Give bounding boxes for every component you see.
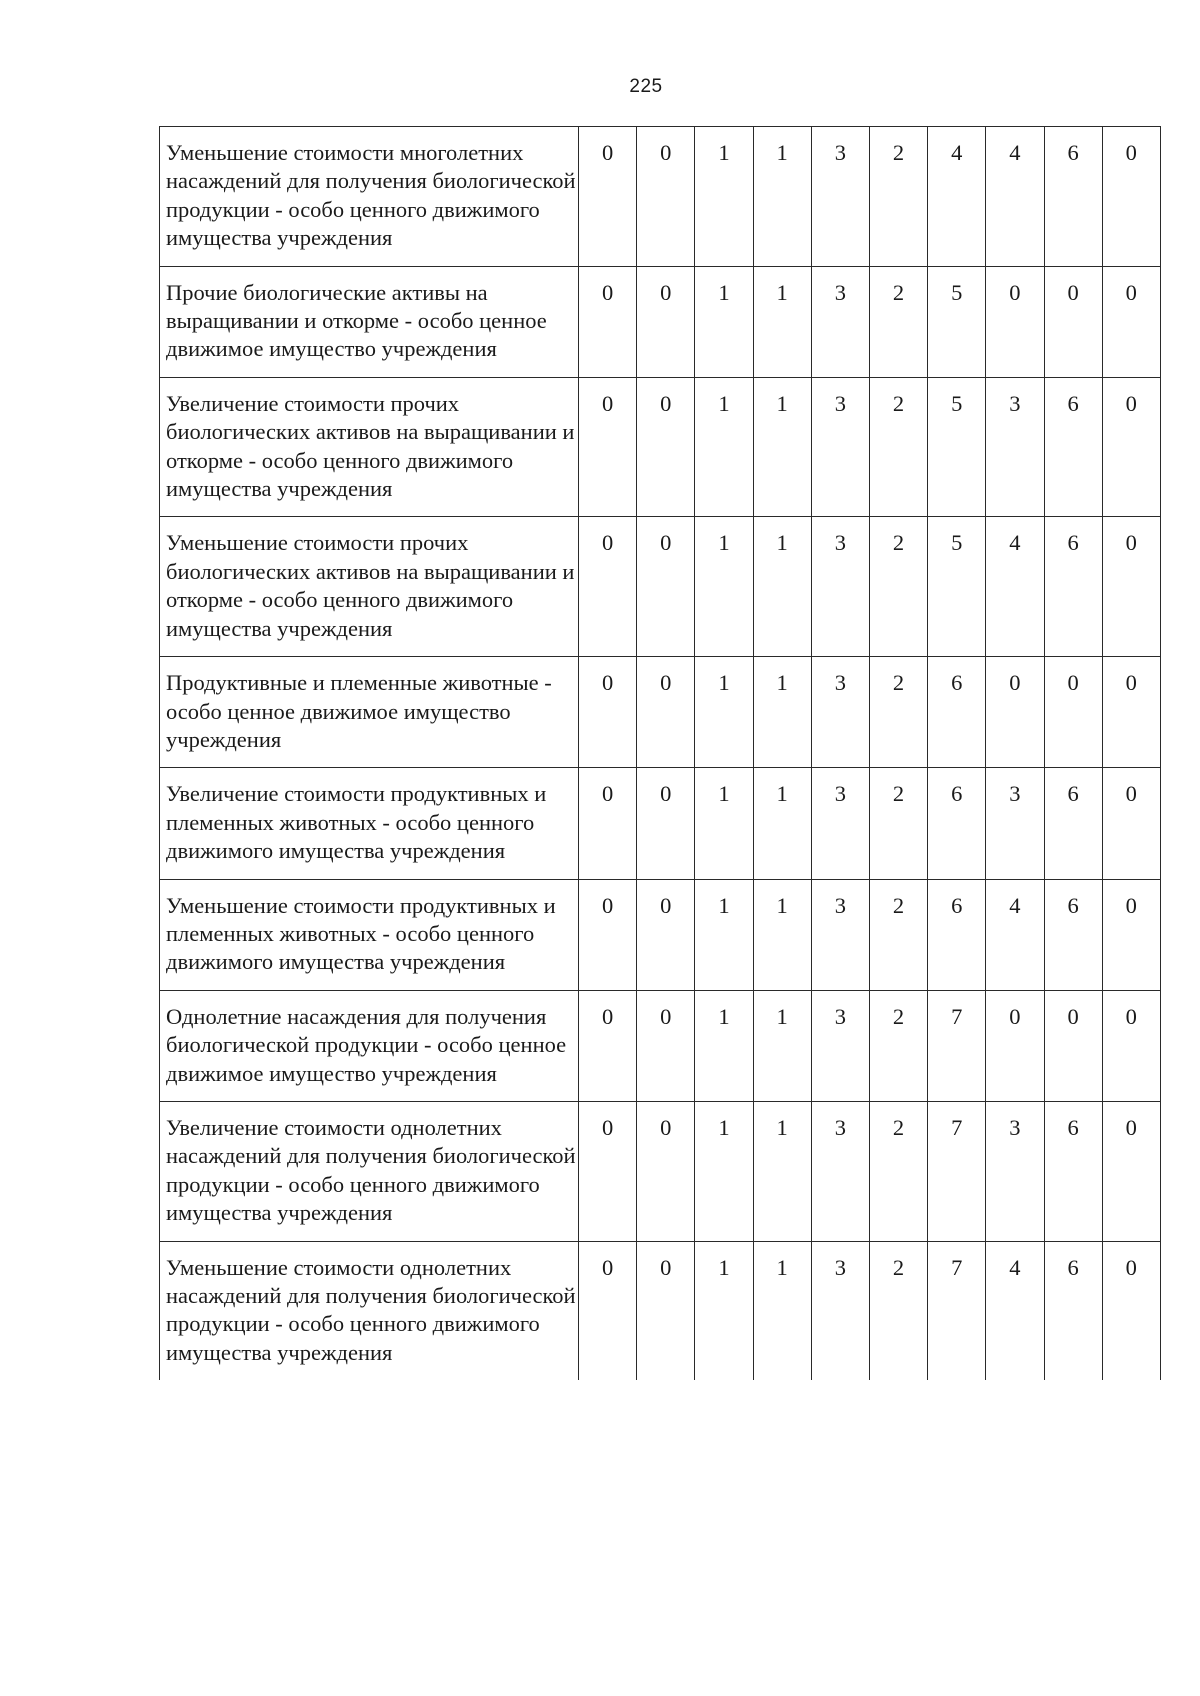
- code-digit-cell: 7: [928, 1101, 986, 1241]
- code-digit-cell: 1: [753, 990, 811, 1101]
- code-digit-cell: 3: [811, 879, 869, 990]
- code-digit-cell: 1: [695, 1241, 753, 1380]
- row-description: Прочие биологические активы на выращивании и откорме - особо ценное движимое имущество учреждения: [160, 266, 579, 377]
- table-row: [160, 768, 1161, 879]
- code-digit-cell: 0: [637, 377, 695, 517]
- code-digit-cell: 1: [753, 266, 811, 377]
- code-digit-cell: 3: [811, 1101, 869, 1241]
- code-digit-cell: 5: [928, 517, 986, 657]
- code-digit-cell: 3: [811, 1241, 869, 1380]
- code-digit-cell: 1: [753, 879, 811, 990]
- row-description: Уменьшение стоимости прочих биологических активов на выращивании и откорме - особо ценного движимого имущества учреждения: [160, 517, 579, 657]
- code-digit-cell: 0: [637, 266, 695, 377]
- row-description: Однолетние насаждения для получения биологической продукции - особо ценное движимое имущество учреждения: [160, 990, 579, 1101]
- code-digit-cell: 0: [1102, 266, 1160, 377]
- code-digit-cell: 2: [869, 657, 927, 768]
- code-digit-cell: 0: [1102, 377, 1160, 517]
- code-digit-cell: 2: [869, 517, 927, 657]
- code-digit-cell: 1: [753, 768, 811, 879]
- code-digit-cell: 6: [928, 768, 986, 879]
- code-digit-cell: 0: [1044, 657, 1102, 768]
- code-digit-cell: 1: [753, 377, 811, 517]
- code-digit-cell: 0: [637, 1101, 695, 1241]
- code-digit-cell: 0: [986, 657, 1044, 768]
- code-digit-cell: 2: [869, 1101, 927, 1241]
- table-row: [160, 266, 1161, 377]
- page-number: 225: [629, 76, 663, 97]
- table-row: [160, 127, 1161, 267]
- code-digit-cell: 1: [695, 990, 753, 1101]
- code-digit-cell: 5: [928, 266, 986, 377]
- code-digit-cell: 0: [579, 990, 637, 1101]
- code-digit-cell: 0: [1102, 517, 1160, 657]
- table-row: [160, 1101, 1161, 1241]
- code-digit-cell: 4: [986, 879, 1044, 990]
- code-digit-cell: 0: [1102, 657, 1160, 768]
- code-digit-cell: 0: [1102, 1101, 1160, 1241]
- code-digit-cell: 0: [637, 990, 695, 1101]
- code-digit-cell: 1: [753, 1101, 811, 1241]
- code-digit-cell: 2: [869, 990, 927, 1101]
- table-row: [160, 377, 1161, 517]
- row-description: Уменьшение стоимости многолетних насаждений для получения биологической продукции - особо ценного движимого имущества учреждения: [160, 127, 579, 267]
- code-digit-cell: 6: [928, 657, 986, 768]
- code-digit-cell: 1: [695, 517, 753, 657]
- code-digit-cell: 0: [579, 879, 637, 990]
- code-digit-cell: 0: [579, 266, 637, 377]
- code-digit-cell: 3: [811, 657, 869, 768]
- code-digit-cell: 0: [637, 127, 695, 267]
- row-description: Продуктивные и племенные животные - особо ценное движимое имущество учреждения: [160, 657, 579, 768]
- code-digit-cell: 0: [986, 990, 1044, 1101]
- code-digit-cell: 6: [1044, 1241, 1102, 1380]
- code-digit-cell: 0: [1044, 990, 1102, 1101]
- code-digit-cell: 4: [986, 127, 1044, 267]
- row-description: Увеличение стоимости продуктивных и племенных животных - особо ценного движимого имущества учреждения: [160, 768, 579, 879]
- code-digit-cell: 0: [1102, 879, 1160, 990]
- code-digit-cell: 6: [1044, 517, 1102, 657]
- code-digit-cell: 2: [869, 266, 927, 377]
- code-digit-cell: 7: [928, 1241, 986, 1380]
- table-row: [160, 879, 1161, 990]
- code-digit-cell: 0: [1102, 768, 1160, 879]
- code-digit-cell: 3: [986, 768, 1044, 879]
- table-row: [160, 1241, 1161, 1380]
- code-digit-cell: 3: [811, 768, 869, 879]
- code-digit-cell: 1: [695, 266, 753, 377]
- code-digit-cell: 3: [811, 127, 869, 267]
- code-digit-cell: 2: [869, 377, 927, 517]
- code-digit-cell: 1: [753, 657, 811, 768]
- code-digit-cell: 0: [1102, 990, 1160, 1101]
- table-row: [160, 657, 1161, 768]
- row-description: Увеличение стоимости однолетних насаждений для получения биологической продукции - особо ценного движимого имущества учреждения: [160, 1101, 579, 1241]
- code-digit-cell: 0: [637, 879, 695, 990]
- code-digit-cell: 0: [986, 266, 1044, 377]
- code-digit-cell: 0: [637, 657, 695, 768]
- code-digit-cell: 0: [579, 1241, 637, 1380]
- code-digit-cell: 3: [986, 1101, 1044, 1241]
- code-digit-cell: 0: [637, 1241, 695, 1380]
- code-digit-cell: 1: [753, 127, 811, 267]
- table-row: [160, 990, 1161, 1101]
- code-digit-cell: 3: [811, 990, 869, 1101]
- code-digit-cell: 2: [869, 879, 927, 990]
- code-digit-cell: 7: [928, 990, 986, 1101]
- code-digit-cell: 6: [1044, 127, 1102, 267]
- account-code-table: [159, 126, 1161, 1380]
- code-digit-cell: 0: [579, 1101, 637, 1241]
- code-digit-cell: 0: [579, 377, 637, 517]
- code-digit-cell: 1: [695, 1101, 753, 1241]
- code-digit-cell: 2: [869, 127, 927, 267]
- code-digit-cell: 1: [695, 127, 753, 267]
- code-digit-cell: 6: [1044, 377, 1102, 517]
- code-digit-cell: 6: [1044, 879, 1102, 990]
- code-digit-cell: 0: [579, 517, 637, 657]
- code-digit-cell: 3: [986, 377, 1044, 517]
- code-digit-cell: 6: [1044, 768, 1102, 879]
- code-digit-cell: 5: [928, 377, 986, 517]
- code-digit-cell: 0: [1102, 1241, 1160, 1380]
- code-digit-cell: 0: [637, 517, 695, 657]
- code-digit-cell: 1: [695, 879, 753, 990]
- code-digit-cell: 0: [1044, 266, 1102, 377]
- code-digit-cell: 2: [869, 1241, 927, 1380]
- code-digit-cell: 1: [695, 657, 753, 768]
- code-digit-cell: 1: [695, 377, 753, 517]
- code-digit-cell: 6: [1044, 1101, 1102, 1241]
- code-digit-cell: 3: [811, 266, 869, 377]
- code-digit-cell: 4: [928, 127, 986, 267]
- code-digit-cell: 2: [869, 768, 927, 879]
- row-description: Уменьшение стоимости продуктивных и племенных животных - особо ценного движимого имущества учреждения: [160, 879, 579, 990]
- code-digit-cell: 3: [811, 517, 869, 657]
- code-digit-cell: 4: [986, 1241, 1044, 1380]
- table-row: [160, 517, 1161, 657]
- row-description: Увеличение стоимости прочих биологических активов на выращивании и откорме - особо ценного движимого имущества учреждения: [160, 377, 579, 517]
- code-digit-cell: 0: [579, 657, 637, 768]
- code-digit-cell: 6: [928, 879, 986, 990]
- code-digit-cell: 4: [986, 517, 1044, 657]
- code-digit-cell: 0: [579, 127, 637, 267]
- code-digit-cell: 1: [695, 768, 753, 879]
- code-digit-cell: 3: [811, 377, 869, 517]
- code-digit-cell: 1: [753, 1241, 811, 1380]
- table-body: [160, 127, 1161, 1381]
- code-digit-cell: 0: [579, 768, 637, 879]
- code-digit-cell: 0: [637, 768, 695, 879]
- row-description: Уменьшение стоимости однолетних насаждений для получения биологической продукции - особо ценного движимого имущества учреждения: [160, 1241, 579, 1380]
- code-digit-cell: 1: [753, 517, 811, 657]
- code-digit-cell: 0: [1102, 127, 1160, 267]
